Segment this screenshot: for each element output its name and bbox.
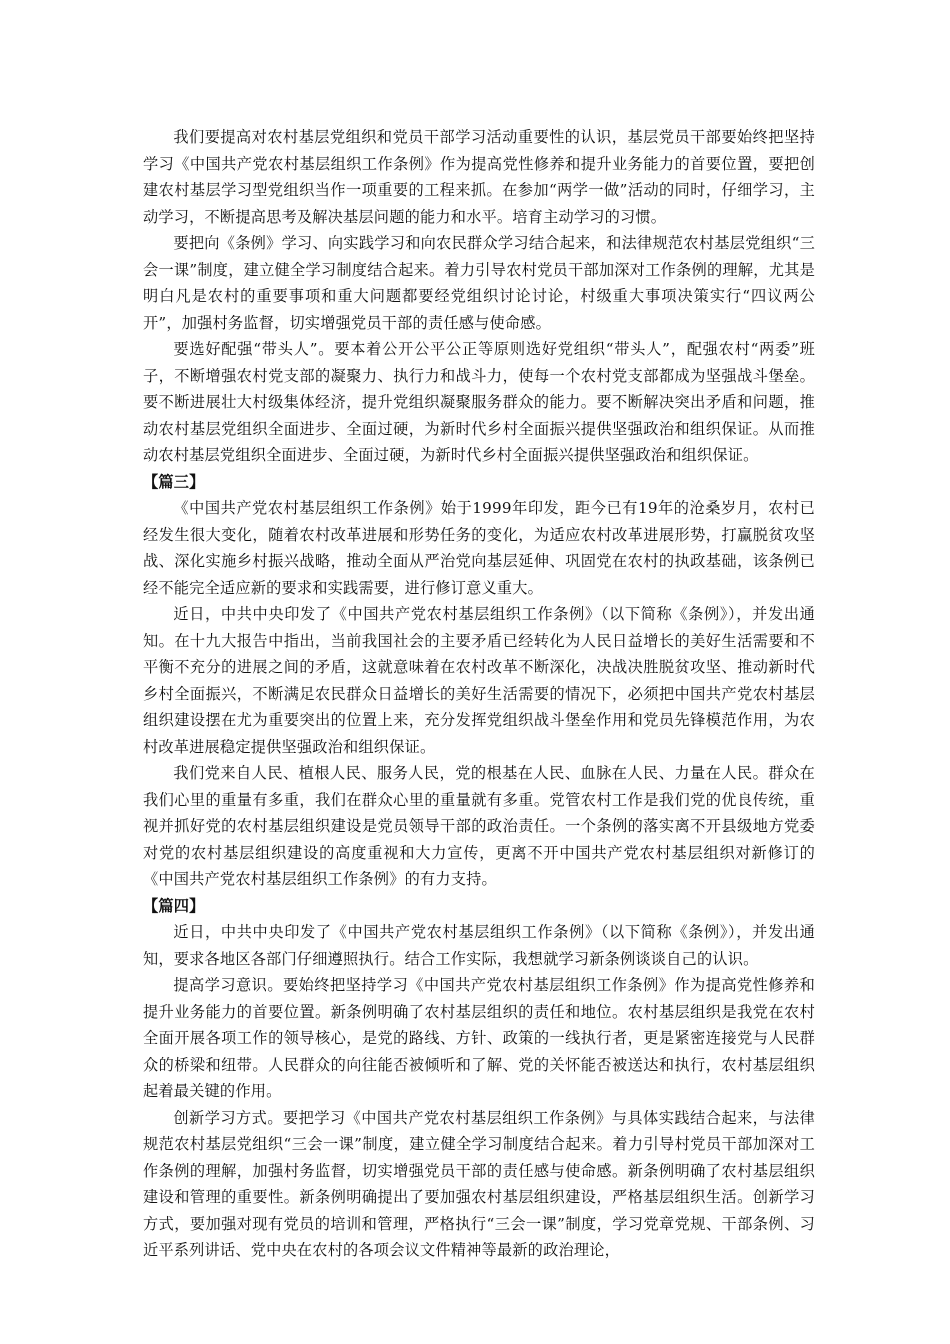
paragraph: 近日，中共中央印发了《中国共产党农村基层组织工作条例》（以下简称《条例》），并发出通知。在十九大报告中指出，当前我国社会的主要矛盾已经转化为人民日益增长的美好生活需要和不平衡不充分的进展之间的矛盾，这就意味着在农村改革不断深化，决战决胜脱贫攻坚、推动新时代乡村全面振兴，不断满足农民群众日益增长的美好生活需要的情况下，必须把中国共产党农村基层组织建设摆在尤为重要突出的位置上来，充分发挥党组织战斗堡垒作用和党员先锋模范作用，为农村改革进展稳定提供坚强政治和组织保证。 — [143, 605, 815, 756]
paragraph: 提高学习意识。要始终把坚持学习《中国共产党农村基层组织工作条例》作为提高党性修养和提升业务能力的首要位置。新条例明确了农村基层组织的责任和地位。农村基层组织是我党在农村全面开展各项工作的领导核心，是党的路线、方针、政策的一线执行者，更是紧密连接党与人民群众的桥梁和纽带。人民群众的向往能否被倾听和了解、党的关怀能否被送达和执行，农村基层组织起着最关键的作用。 — [143, 976, 815, 1100]
paragraph: 《中国共产党农村基层组织工作条例》始于1999年印发，距今已有19年的沧桑岁月，农村已经发生很大变化，随着农村改革进展和形势任务的变化，为适应农村改革进展形势，打赢脱贫攻坚战、深化实施乡村振兴战略，推动全面从严治党向基层延伸、巩固党在农村的执政基础，该条例已经不能完全适应新的要求和实践需要，进行修订意义重大。 — [143, 499, 815, 597]
paragraph: 近日，中共中央印发了《中国共产党农村基层组织工作条例》（以下简称《条例》），并发出通知，要求各地区各部门仔细遵照执行。结合工作实际，我想就学习新条例谈谈自己的认识。 — [143, 923, 815, 968]
paragraph: 我们党来自人民、植根人民、服务人民，党的根基在人民、血脉在人民、力量在人民。群众在我们心里的重量有多重，我们在群众心里的重量就有多重。党管农村工作是我们党的优良传统，重视并抓好党的农村基层组织建设是党员领导干部的政治责任。一个条例的落实离不开县级地方党委对党的农村基层组织建设的高度重视和大力宣传，更离不开中国共产党农村基层组织对新修订的《中国共产党农村基层组织工作条例》的有力支持。 — [143, 764, 815, 888]
section-heading: 【篇四】 — [143, 896, 205, 915]
paragraph: 我们要提高对农村基层党组织和党员干部学习活动重要性的认识，基层党员干部要始终把坚持学习《中国共产党农村基层组织工作条例》作为提高党性修养和提升业务能力的首要位置，要把创建农村基层学习型党组织当作一项重要的工程来抓。在参加“两学一做”活动的同时，仔细学习，主动学习，不断提高思考及解决基层问题的能力和水平。培育主动学习的习惯。 — [143, 128, 815, 226]
paragraph: 创新学习方式。要把学习《中国共产党农村基层组织工作条例》与具体实践结合起来，与法律规范农村基层党组织“三会一课”制度，建立健全学习制度结合起来。着力引导村党员干部加深对工作条例的理解，加强村务监督，切实增强党员干部的责任感与使命感。新条例明确了农村基层组织建设和管理的重要性。新条例明确提出了要加强农村基层组织建设，严格基层组织生活。创新学习方式，要加强对现有党员的培训和管理，严格执行“三会一课”制度，学习党章党规、干部条例、习近平系列讲话、党中央在农村的各项会议文件精神等最新的政治理论， — [143, 1108, 815, 1259]
paragraph: 要把向《条例》学习、向实践学习和向农民群众学习结合起来，和法律规范农村基层党组织“三会一课”制度，建立健全学习制度结合起来。着力引导农村党员干部加深对工作条例的理解，尤其是明白凡是农村的重要事项和重大问题都要经党组织讨论讨论，村级重大事项决策实行“四议两公开”，加强村务监督，切实增强党员干部的责任感与使命感。 — [143, 234, 815, 332]
section-heading: 【篇三】 — [143, 472, 205, 491]
paragraph: 要选好配强“带头人”。要本着公开公平公正等原则选好党组织“带头人”，配强农村“两委”班子，不断增强农村党支部的凝聚力、执行力和战斗力，使每一个农村党支部都成为坚强战斗堡垒。要不断进展壮大村级集体经济，提升党组织凝聚服务群众的能力。要不断解决突出矛盾和问题，推动农村基层党组织全面进步、全面过硬，为新时代乡村全面振兴提供坚强政治和组织保证。从而推动农村基层党组织全面进步、全面过硬，为新时代乡村全面振兴提供坚强政治和组织保证。 — [143, 340, 815, 464]
document-page — [143, 124, 815, 1264]
